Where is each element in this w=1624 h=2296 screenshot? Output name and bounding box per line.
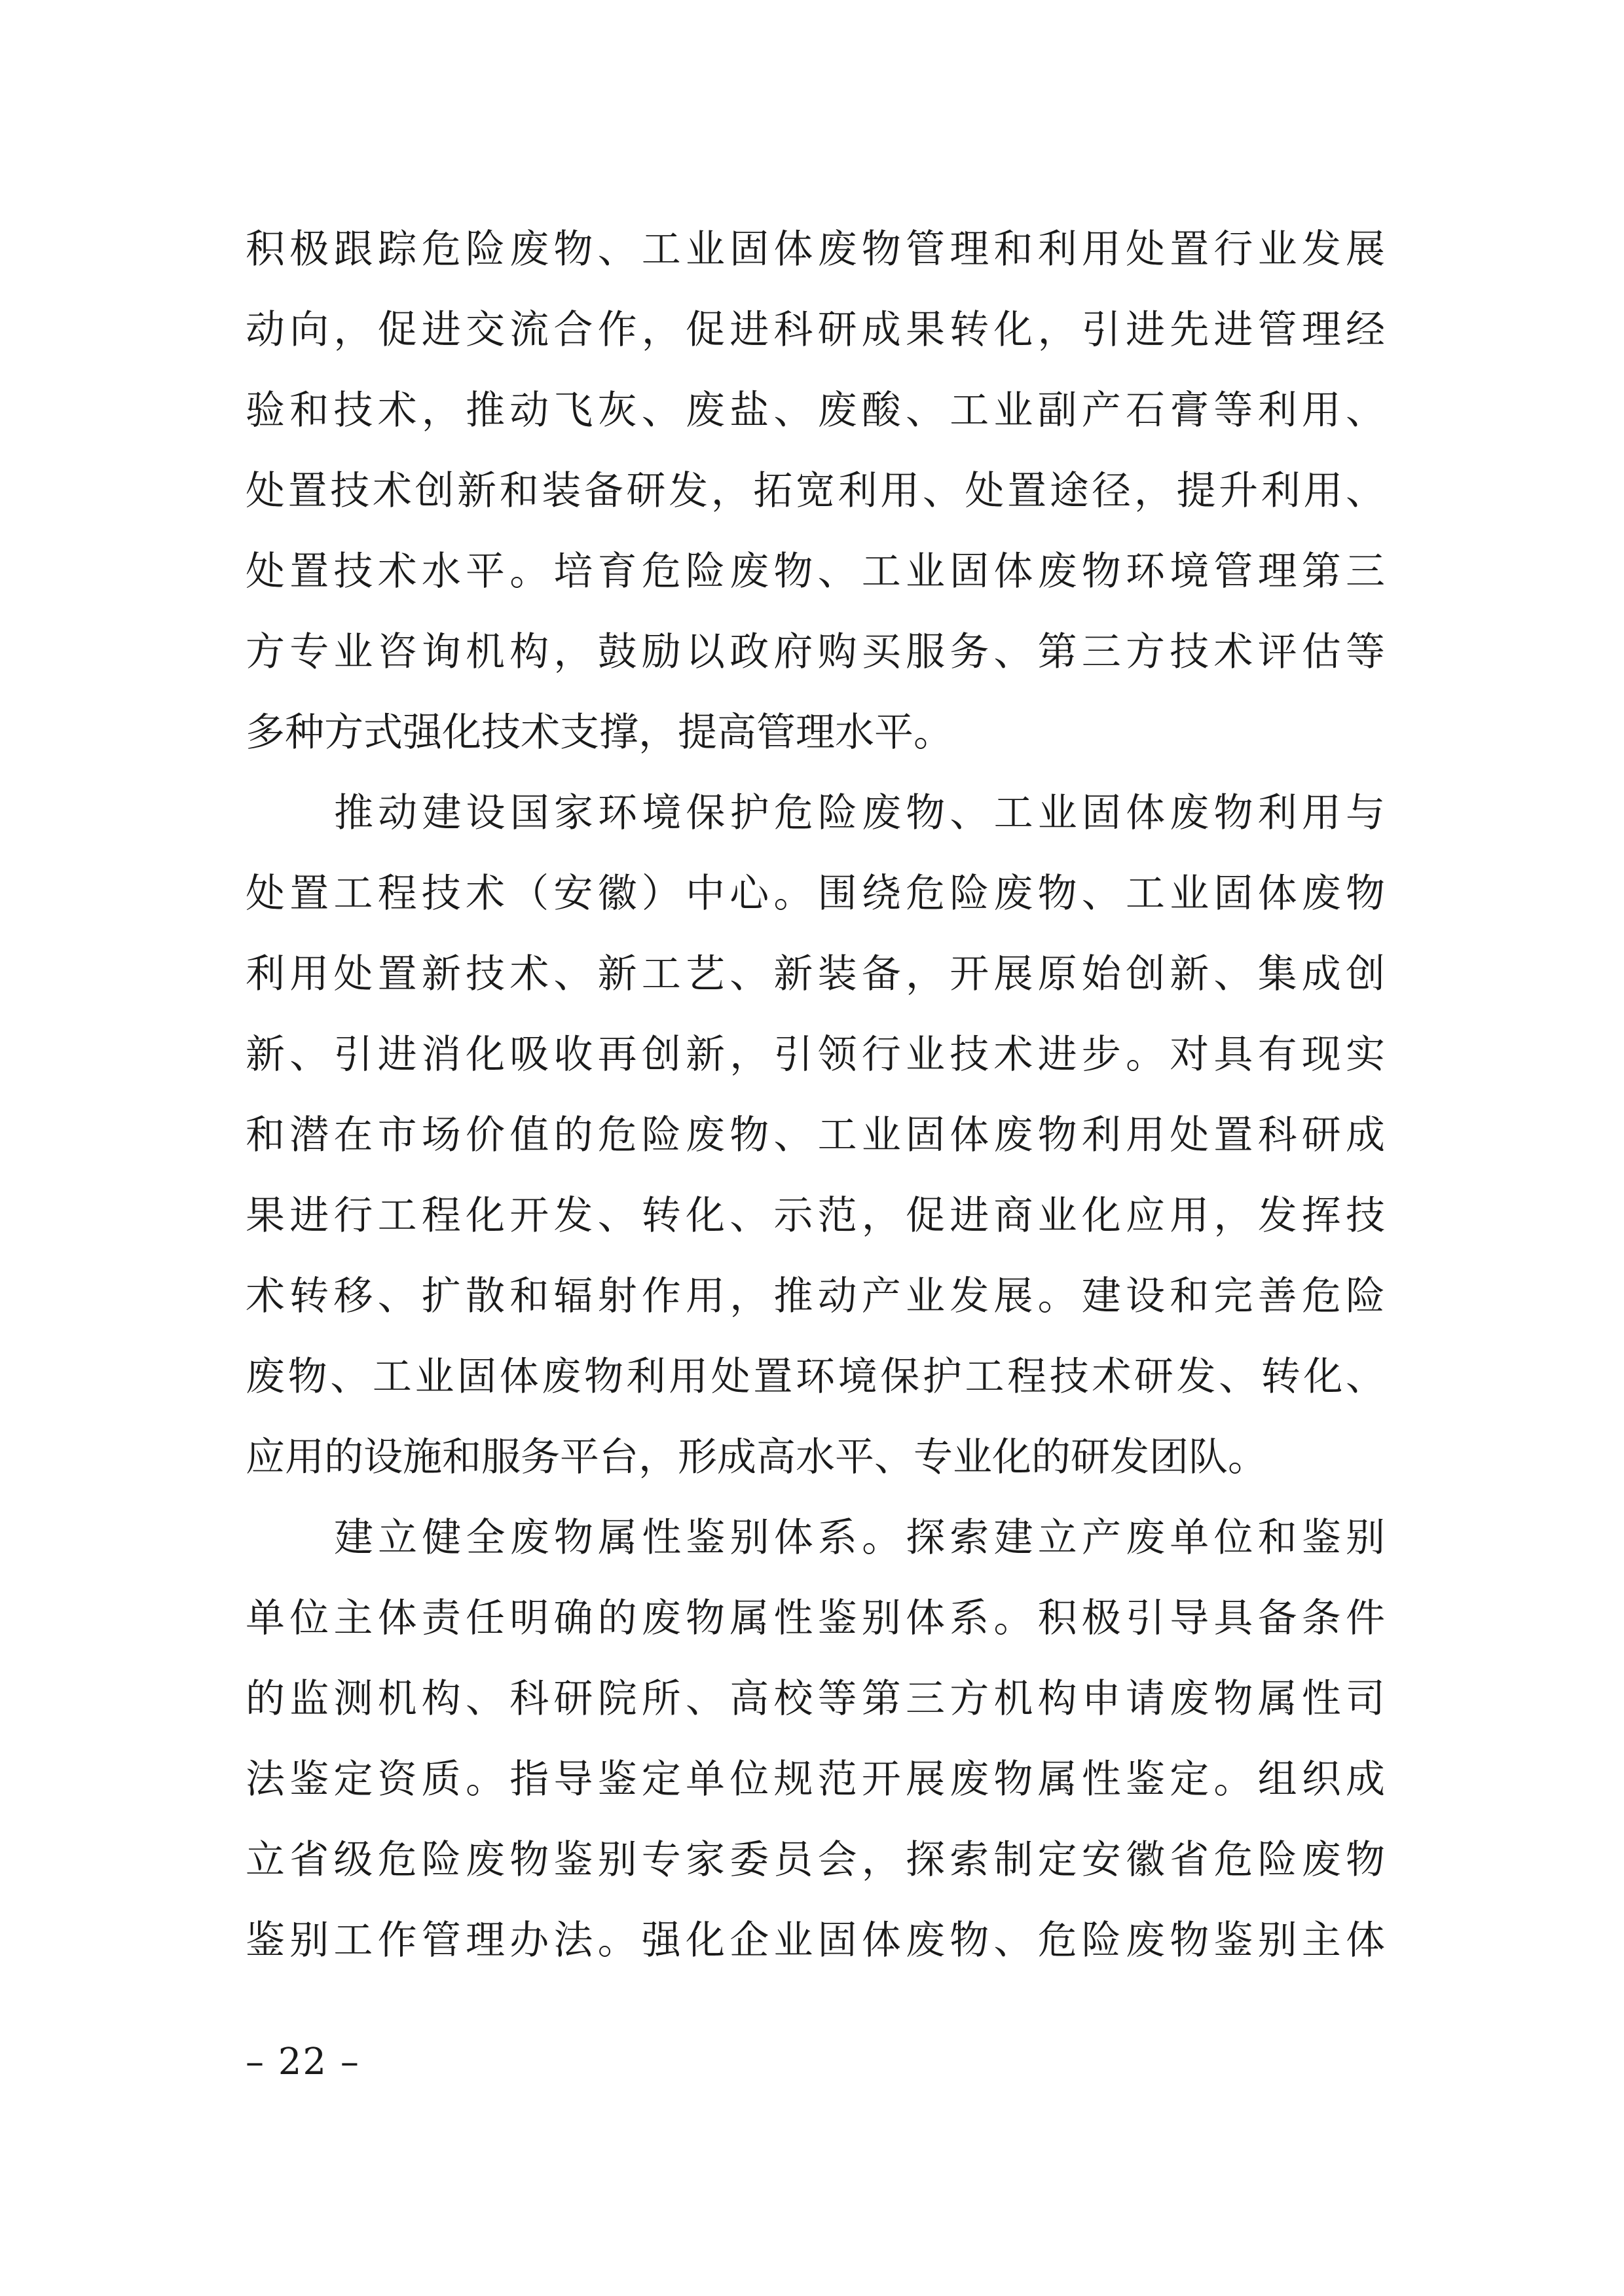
text-line: 推动建设国家环境保护危险废物、工业固体废物利用与 [334,790,1385,836]
text-line: 积极跟踪危险废物、工业固体废物管理和利用处置行业发展 [246,227,1385,272]
text-line: 验和技术，推动飞灰、废盐、废酸、工业副产石膏等利用、 [246,388,1385,433]
text-line: 和潜在市场价值的危险废物、工业固体废物利用处置科研成 [246,1112,1385,1158]
text-line: 立省级危险废物鉴别专家委员会，探索制定安徽省危险废物 [246,1837,1385,1883]
text-line: 多种方式强化技术支撑，提高管理水平。 [246,710,953,756]
text-line: 法鉴定资质。指导鉴定单位规范开展废物属性鉴定。组织成 [246,1757,1385,1802]
text-line: 方专业咨询机构，鼓励以政府购买服务、第三方技术评估等 [246,629,1385,675]
text-line: 废物、工业固体废物利用处置环境保护工程技术研发、转化、 [246,1354,1385,1400]
text-line: 处置技术水平。培育危险废物、工业固体废物环境管理第三 [246,549,1385,594]
text-line: 的监测机构、科研院所、高校等第三方机构申请废物属性司 [246,1676,1385,1722]
body-text [246,210,1385,1981]
text-line: 新、引进消化吸收再创新，引领行业技术进步。对具有现实 [246,1032,1385,1078]
text-line: 应用的设施和服务平台，形成高水平、专业化的研发团队。 [246,1434,1267,1480]
text-line: 建立健全废物属性鉴别体系。探索建立产废单位和鉴别 [334,1515,1385,1561]
text-line: 术转移、扩散和辐射作用，推动产业发展。建设和完善危险 [246,1273,1385,1319]
text-line: 单位主体责任明确的废物属性鉴别体系。积极引导具备条件 [246,1595,1385,1641]
text-line: 处置技术创新和装备研发，拓宽利用、处置途径，提升利用、 [246,468,1385,514]
text-line: 处置工程技术（安徽）中心。围绕危险废物、工业固体废物 [246,871,1385,917]
text-line: 动向，促进交流合作，促进科研成果转化，引进先进管理经 [246,307,1385,353]
text-line: 鉴别工作管理办法。强化企业固体废物、危险废物鉴别主体 [246,1918,1385,1963]
text-line: 利用处置新技术、新工艺、新装备，开展原始创新、集成创 [246,951,1385,997]
text-line: 果进行工程化开发、转化、示范，促进商业化应用，发挥技 [246,1193,1385,1239]
page-number: – 22 – [246,2041,360,2083]
